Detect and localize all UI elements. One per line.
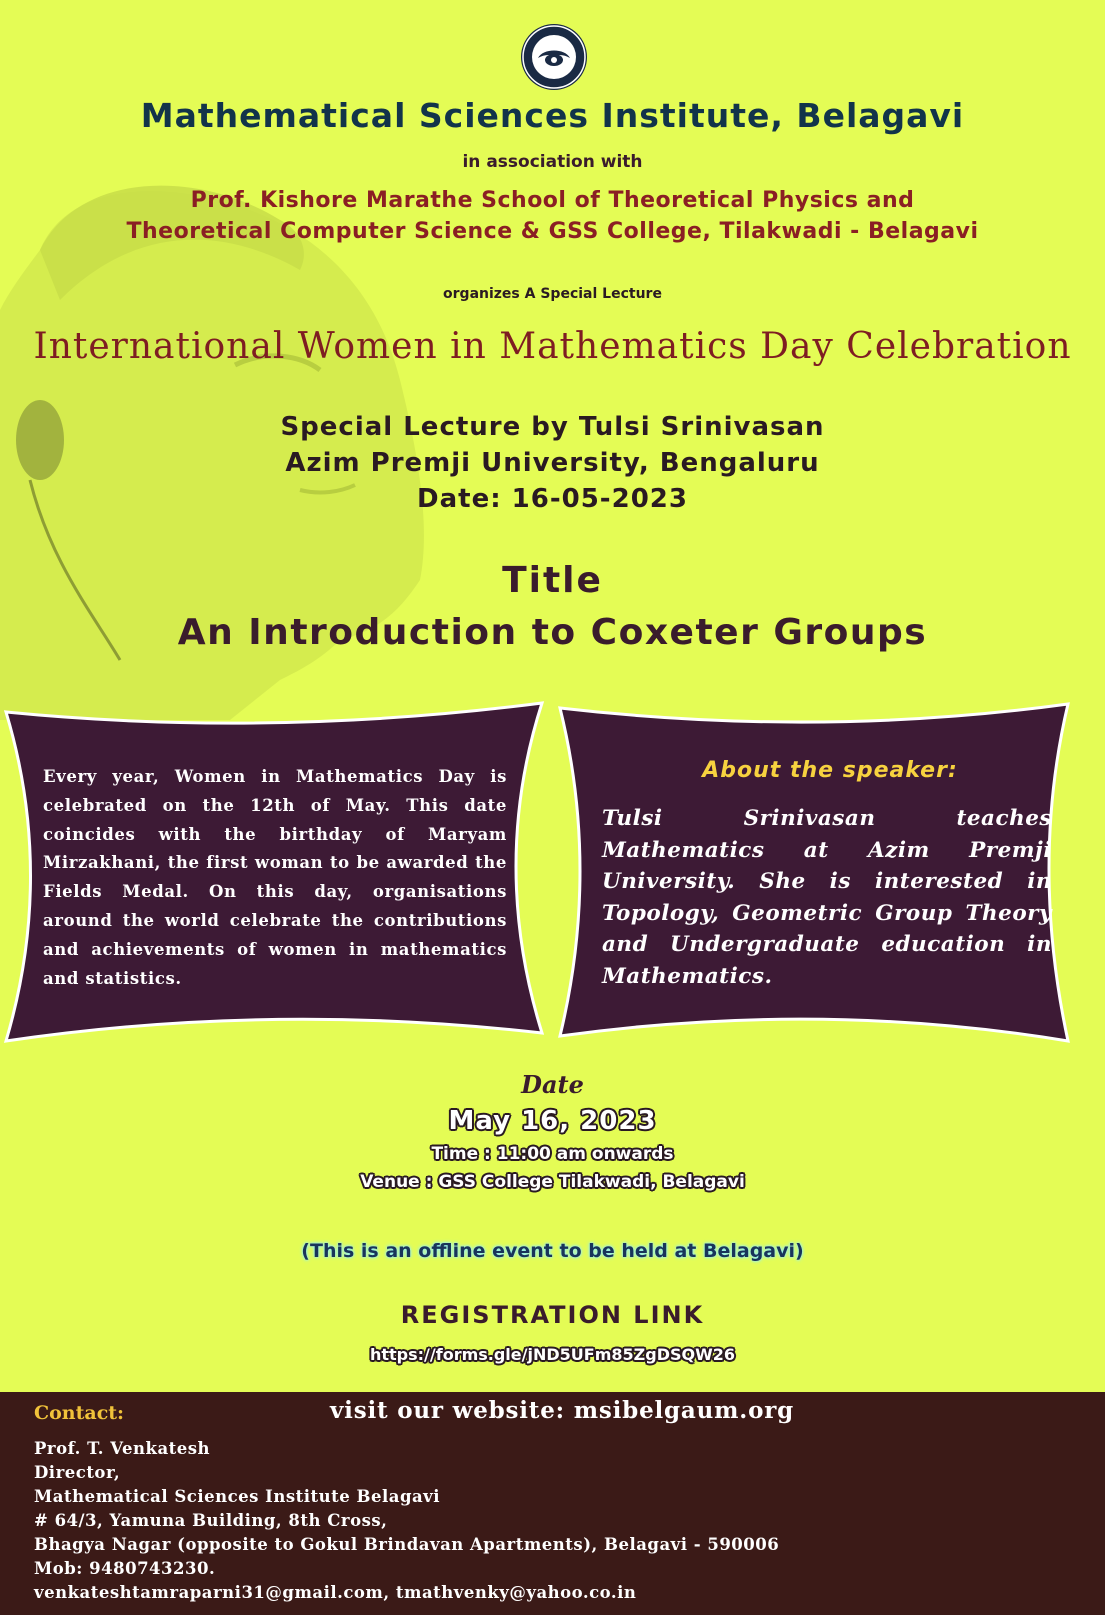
speaker-bio: Tulsi Srinivasan teaches Mathematics at Azim Premji University. She is interested in Topology, Geometric Group Theory and Undergraduate education in Mathematics. [602, 806, 1052, 989]
offline-note: (This is an offline event to be held at Belagavi) [301, 1240, 804, 1262]
contact-label: Contact: [34, 1402, 125, 1424]
date-label: Date [521, 1070, 584, 1099]
school-line-1: Prof. Kishore Marathe School of Theoretical Physics and [190, 188, 915, 213]
contact-organisation: Mathematical Sciences Institute Belagavi [34, 1487, 441, 1506]
contact-phone: Mob: 9480743230. [34, 1559, 216, 1578]
lecture-date-line: Date: 16-05-2023 [417, 484, 688, 514]
women-in-math-description: Every year, Women in Mathematics Day is celebrated on the 12th of May. This date coincides with the birthday of Maryam Mirzakhani, the first woman to be awarded the Fields Medal. On this day, organisations around the world celebrate the contributions and achievements of women in mathematics and statistics. [43, 767, 507, 988]
about-speaker-heading: About the speaker: [702, 758, 958, 783]
institute-name: Mathematical Sciences Institute, Belagavi [140, 96, 965, 135]
contact-name: Prof. T. Venkatesh [34, 1439, 211, 1458]
affiliation-line: Azim Premji University, Bengaluru [285, 448, 820, 478]
contact-address-line-2: Bhagya Nagar (opposite to Gokul Brindavan Apartments), Belagavi - 590006 [34, 1535, 780, 1554]
school-line-2: Theoretical Computer Science & GSS College, Tilakwadi - Belagavi [126, 219, 979, 244]
event-time: Time : 11:00 am onwards [431, 1144, 674, 1164]
website-link[interactable]: visit our website: msibelgaum.org [330, 1397, 795, 1424]
event-date: May 16, 2023 [448, 1106, 657, 1136]
registration-link[interactable]: https://forms.gle/jND5UFm85ZgDSQW26 [369, 1345, 736, 1364]
association-text: in association with [462, 152, 643, 172]
lecture-title: An Introduction to Coxeter Groups [177, 612, 928, 653]
contact-role: Director, [34, 1463, 121, 1482]
event-title: International Women in Mathematics Day Celebration [33, 326, 1072, 367]
contact-address-line-1: # 64/3, Yamuna Building, 8th Cross, [34, 1511, 388, 1530]
contact-emails[interactable]: venkateshtamraparni31@gmail.com, tmathvenky@yahoo.co.in [34, 1583, 637, 1602]
registration-heading: REGISTRATION LINK [400, 1301, 705, 1329]
organizes-text: organizes A Special Lecture [443, 286, 662, 302]
contact-details [34, 1437, 1084, 1605]
event-venue: Venue : GSS College Tilakwadi, Belagavi [360, 1172, 745, 1192]
title-label: Title [502, 560, 603, 601]
lecturer-line: Special Lecture by Tulsi Srinivasan [280, 412, 825, 442]
